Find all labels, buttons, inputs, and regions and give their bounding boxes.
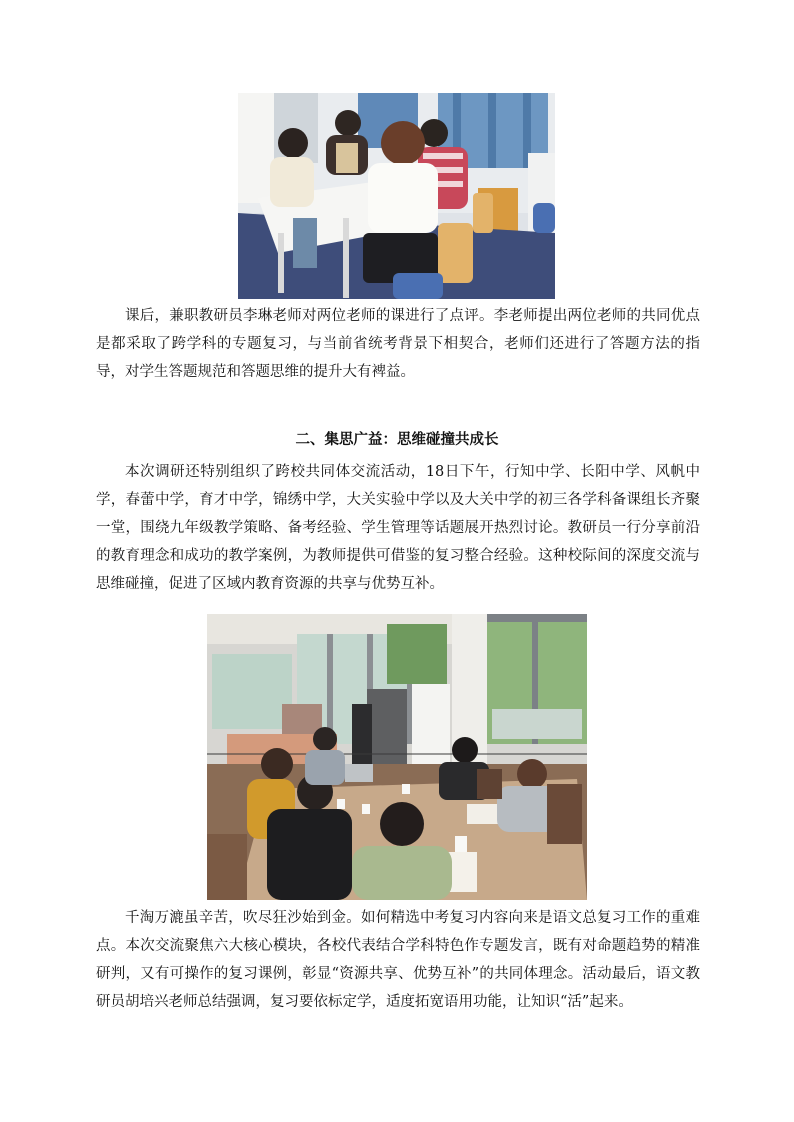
exchange-activity-paragraph: 本次调研还特别组织了跨校共同体交流活动，18日下午，行知中学、长阳中学、风帆中学，春蕾中学，育才中学，锦绣中学，大关实验中学以及大关中学的初三各学科备课组长齐聚一堂，围绕九年级教学策略、备考经验、学生管理等话题展开热烈讨论。教研员一行分享前沿的教育理念和成功的教学案例，为教师提供可借鉴的复习整合经验。这种校际间的深度交流与思维碰撞，促进了区域内教育资源的共享与优势互补。 [96, 464, 700, 592]
conference-discussion-photo [207, 614, 587, 900]
review-content-paragraph: 千淘万漉虽辛苦，吹尽狂沙始到金。如何精选中考复习内容向来是语文总复习工作的重难点。本次交流聚焦六大核心模块，各校代表结合学科特色作专题发言，既有对命题趋势的精准研判，又有可操作的复习课例，彰显“资源共享、优势互补”的共同体理念。活动最后，语文教研员胡培兴老师总结强调，复习要依标定学，适度拓宽语用功能，让知识“活”起来。 [96, 910, 700, 1010]
section-heading: 二、集思广益：思维碰撞共成长 [295, 432, 499, 448]
review-paragraph: 课后，兼职教研员李琳老师对两位老师的课进行了点评。李老师提出两位老师的共同优点是都采取了跨学科的专题复习，与当前省统考背景下相契合，老师们还进行了答题方法的指导，对学生答题规范和答题思维的提升大有裨益。 [96, 308, 700, 380]
classroom-meeting-photo [238, 93, 555, 299]
